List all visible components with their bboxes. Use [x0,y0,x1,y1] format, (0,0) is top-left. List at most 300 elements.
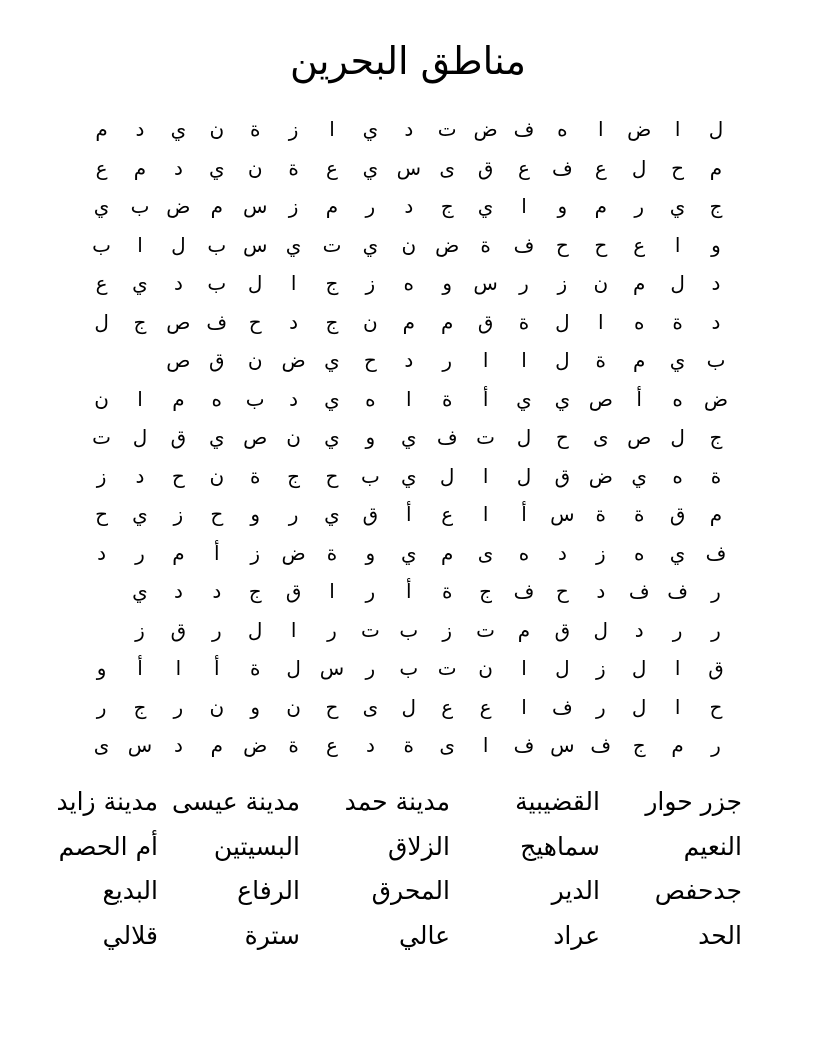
grid-letter: أ [214,656,220,680]
grid-letter: ا [521,348,527,372]
grid-letter: ق [477,155,494,180]
grid-letter: د [711,271,721,295]
grid-row [0,495,816,533]
grid-letter: ى [93,733,110,757]
grid-letter: ي [132,502,148,526]
grid-row [0,187,816,225]
grid-letter: ف [513,117,535,141]
grid-letter: و [711,232,721,257]
grid-letter: ة [633,502,645,526]
grid-letter: ض [243,733,268,757]
grid-letter: ع [326,155,338,180]
grid-letter: ي [362,117,379,141]
grid-letter: د [404,348,414,372]
grid-letter: ا [329,117,335,141]
grid-letter: ج [287,463,301,488]
grid-letter: ز [135,617,145,642]
grid-letter: ل [247,617,263,642]
grid-letter: ص [166,309,191,334]
grid-letter: د [711,309,721,334]
grid-letter: م [325,194,339,218]
grid-letter: ف [667,579,688,603]
grid-letter: ل [171,232,186,257]
grid-letter: ا [598,117,604,141]
grid-letter: م [671,733,684,757]
grid-letter: ز [288,117,299,141]
grid-letter: ن [401,232,417,257]
grid-letter: ه [672,463,683,488]
word-list-item: سماهيج [520,831,600,861]
grid-letter: ل [439,463,455,488]
grid-letter: ج [133,694,147,719]
grid-letter: ل [670,425,685,449]
grid-letter: ى [592,425,609,449]
grid-letter: ص [627,425,652,449]
grid-letter: د [173,579,183,603]
grid-letter: ب [207,271,227,295]
grid-letter: ف [436,425,458,449]
grid-letter: ف [513,579,535,603]
grid-letter: ق [285,579,302,603]
grid-letter: ر [711,617,721,642]
grid-row [0,264,816,302]
grid-letter: ص [166,348,191,372]
grid-row [0,341,816,379]
grid-letter: ل [593,617,609,642]
grid-letter: ص [243,425,268,449]
word-list-item: المحرق [371,876,450,905]
grid-letter: د [289,309,299,334]
grid-letter: ل [516,463,532,488]
grid-letter: ة [326,540,338,565]
grid-letter: ح [325,694,339,719]
grid-letter: ن [247,155,263,180]
grid-letter: د [557,540,567,565]
grid-letter: ز [595,540,606,565]
grid-letter: م [709,155,723,180]
grid-letter: ر [672,617,683,642]
grid-letter: ض [588,463,613,488]
grid-letter: م [632,271,646,295]
grid-letter: ي [400,463,417,488]
grid-letter: و [250,694,261,719]
grid-letter: ة [518,309,530,334]
grid-letter: ج [133,309,147,334]
grid-letter: ي [669,194,686,218]
grid-letter: ي [516,386,532,411]
grid-letter: ت [322,232,342,257]
grid-letter: ل [247,271,263,295]
grid-letter: ب [207,232,227,257]
grid-letter: ح [594,232,608,257]
grid-letter: ل [132,425,148,449]
grid-row [0,303,816,341]
grid-letter: ع [326,733,338,757]
grid-letter: ف [206,309,228,334]
grid-letter: س [242,232,268,257]
grid-row [0,726,816,764]
grid-letter: ق [170,617,187,642]
grid-letter: ق [554,617,571,642]
grid-letter: ع [441,694,454,719]
grid-letter: ض [166,194,191,218]
grid-letter: ه [672,386,683,411]
word-list-item: سترة [244,920,300,950]
grid-letter: ه [518,540,530,565]
grid-letter: ل [555,348,570,372]
grid-letter: د [173,271,183,295]
grid-letter: ا [406,386,412,411]
grid-letter: م [210,733,223,757]
grid-letter: ر [365,194,376,218]
grid-letter: ض [281,540,306,565]
grid-letter: ل [555,656,570,680]
grid-letter: ه [365,386,376,411]
grid-letter: ة [595,348,607,372]
word-list-item: جزر حوار [645,787,742,816]
word-list-item: مدينة حمد [344,787,450,816]
grid-letter: ق [477,309,494,334]
grid-letter: ن [593,271,609,295]
grid-letter: ر [96,694,107,719]
grid-letter: د [596,579,606,603]
grid-letter: ن [286,694,301,719]
grid-letter: ق [170,425,187,449]
word-list-item: البسيتين [213,831,300,861]
grid-letter: ز [288,194,299,218]
grid-letter: س [242,194,268,218]
grid-letter: ا [674,656,681,680]
grid-letter: ج [325,271,339,295]
grid-row [0,380,816,418]
grid-letter: ا [137,386,143,411]
grid-letter: ف [552,155,573,180]
grid-letter: ف [513,733,535,757]
grid-letter: م [210,194,223,218]
grid-letter: م [402,309,415,334]
grid-letter: ت [476,617,495,642]
grid-letter: د [289,386,299,411]
grid-letter: و [442,271,453,295]
grid-letter: ه [557,117,568,141]
grid-letter: ة [710,463,722,488]
grid-letter: ز [96,463,107,488]
grid-letter: ي [477,194,494,218]
grid-letter: د [365,733,375,757]
grid-letter: ي [132,579,148,603]
grid-letter: ض [627,117,652,141]
grid-letter: ي [324,348,340,372]
grid-letter: ع [95,155,108,180]
grid-letter: و [96,656,107,680]
grid-letter: س [319,656,345,680]
grid-letter: ا [290,617,297,642]
grid-letter: ز [250,540,261,565]
grid-letter: ي [285,232,302,257]
grid-letter: ر [288,502,299,526]
grid-letter: ر [595,694,606,719]
grid-letter: أ [406,579,412,603]
grid-letter: ة [403,733,415,757]
word-list-item: الدير [551,876,600,905]
grid-row [0,534,816,572]
word-list-item: عالي [399,920,450,950]
grid-letter: م [517,617,531,642]
grid-letter: و [365,425,376,449]
grid-letter: ه [633,309,645,334]
grid-letter: ة [249,117,261,141]
grid-letter: ب [399,617,419,642]
grid-letter: م [709,502,723,526]
grid-letter: ن [209,117,225,141]
grid-letter: ف [628,579,650,603]
grid-letter: ي [324,425,340,449]
grid-row [0,110,816,148]
grid-letter: ح [555,232,569,257]
grid-letter: ن [247,348,263,372]
grid-letter: ا [329,579,335,603]
grid-letter: ح [210,502,224,526]
grid-letter: ن [363,309,378,334]
grid-letter: م [440,309,454,334]
grid-letter: ا [482,348,489,372]
word-list-item: عراد [553,920,600,950]
grid-letter: ا [175,656,182,680]
grid-letter: ق [209,348,225,372]
grid-letter: ى [439,155,456,180]
grid-letter: أ [137,656,143,680]
grid-letter: و [557,194,568,218]
grid-letter: ت [360,617,380,642]
grid-letter: ل [94,309,109,334]
grid-letter: و [250,502,261,526]
grid-row [0,418,816,456]
grid-letter: ص [588,386,613,411]
grid-letter: ي [324,502,340,526]
grid-letter: ح [709,694,723,719]
grid-letter: ف [552,694,573,719]
grid-letter: ي [362,155,379,180]
grid-row [0,572,816,610]
grid-letter: ق [708,656,724,680]
grid-letter: ج [248,579,262,603]
grid-letter: ن [209,463,225,488]
grid-letter: ج [709,194,723,218]
grid-letter: د [173,733,183,757]
word-list-item: الرفاع [237,876,300,905]
grid-letter: ل [286,656,301,680]
grid-letter: م [172,540,185,565]
grid-letter: ح [95,502,109,526]
grid-letter: ن [209,694,225,719]
grid-letter: ر [711,733,721,757]
grid-letter: ض [435,232,460,257]
grid-letter: أ [482,386,489,411]
grid-letter: ز [365,271,376,295]
grid-letter: ر [327,617,337,642]
grid-letter: ي [132,271,148,295]
grid-letter: م [95,117,108,141]
grid-letter: ر [365,579,376,603]
grid-letter: ر [519,271,529,295]
grid-letter: م [440,540,454,565]
grid-letter: ا [598,309,604,334]
grid-letter: ق [554,463,571,488]
grid-letter: ا [137,232,143,257]
grid-letter: ر [634,194,645,218]
grid-letter: ج [479,579,493,603]
word-list-item: البديع [102,876,158,905]
grid-letter: ل [401,694,417,719]
grid-letter: ف [513,232,535,257]
grid-letter: أ [406,502,412,526]
grid-letter: ي [208,425,225,449]
grid-letter: ت [437,117,457,141]
grid-letter: ن [478,656,493,680]
word-list-item: أم الحصم [58,831,158,861]
grid-letter: ه [211,386,223,411]
grid-letter: س [127,733,153,757]
word-list-item: القضيبية [515,787,600,816]
grid-letter: ي [669,348,686,372]
grid-letter: د [97,540,107,565]
grid-letter: ة [441,386,453,411]
grid-letter: ق [362,502,379,526]
grid-row [0,688,816,726]
grid-letter: ج [325,309,339,334]
grid-letter: ض [281,348,306,372]
grid-letter: ا [521,656,527,680]
grid-letter: ع [518,155,530,180]
grid-letter: س [473,271,498,295]
grid-letter: ج [709,425,723,449]
grid-letter: ا [521,694,527,719]
grid-letter: ا [521,194,527,218]
grid-letter: ة [249,656,261,680]
grid-letter: ا [674,694,681,719]
grid-letter: ع [479,694,492,719]
grid-letter: ر [365,656,376,680]
grid-letter: ي [170,117,187,141]
grid-row [0,649,816,687]
grid-letter: ي [324,386,340,411]
word-list-item: مدينة عيسى [172,787,300,816]
grid-letter: ر [173,694,184,719]
grid-letter: ة [672,309,683,334]
grid-letter: د [634,617,644,642]
grid-letter: م [172,386,185,411]
grid-letter: ب [130,194,150,218]
grid-row [0,149,816,187]
grid-letter: ي [631,463,648,488]
grid-letter: ق [669,502,686,526]
grid-letter: ل [631,656,647,680]
grid-letter: ح [555,425,569,449]
grid-letter: ة [288,733,299,757]
word-list-item: قلالي [102,920,158,950]
grid-letter: ز [557,271,568,295]
grid-letter: ت [476,425,495,449]
grid-letter: ل [631,694,647,719]
grid-letter: ر [711,579,721,603]
grid-letter: م [632,348,646,372]
grid-letter: ي [400,540,417,565]
grid-letter: م [594,194,607,218]
grid-letter: ى [439,733,456,757]
grid-letter: ز [595,656,606,680]
grid-row [0,611,816,649]
grid-letter: س [396,155,421,180]
grid-letter: ا [482,733,489,757]
grid-letter: و [365,540,376,565]
grid-letter: ن [286,425,301,449]
grid-letter: ب [92,232,111,257]
grid-letter: ة [249,463,261,488]
page-title: مناطق البحرين [289,39,526,83]
grid-letter: ا [482,502,489,526]
grid-letter: ي [669,540,686,565]
grid-letter: ح [248,309,262,334]
grid-letter: ي [93,194,110,218]
grid-letter: ل [516,425,532,449]
grid-letter: ل [631,155,647,180]
grid-letter: ي [362,232,379,257]
grid-letter: س [550,733,575,757]
grid-letter: ة [595,502,607,526]
grid-letter: ج [632,733,646,757]
grid-letter: أ [636,386,642,411]
grid-letter: ز [173,502,184,526]
grid-row [0,226,816,264]
grid-letter: د [135,463,145,488]
grid-letter: ى [362,694,379,719]
grid-letter: ع [594,155,607,180]
grid-letter: ل [670,271,685,295]
grid-letter: م [133,155,147,180]
grid-letter: ض [473,117,498,141]
grid-letter: أ [214,540,220,565]
grid-letter: ر [135,540,145,565]
grid-letter: د [135,117,145,141]
grid-letter: ا [482,463,489,488]
grid-letter: ل [555,309,570,334]
grid-letter: ت [437,656,457,680]
word-list-item: مدينة زايد [56,787,158,816]
grid-letter: ل [708,117,724,141]
grid-letter: ر [442,348,453,372]
grid-letter: ي [400,425,417,449]
grid-row [0,457,816,495]
grid-letter: ز [442,617,453,642]
grid-letter: ع [633,232,646,257]
grid-letter: ة [441,579,453,603]
grid-letter: ج [440,194,454,218]
grid-letter: د [173,155,183,180]
grid-letter: ى [477,540,494,565]
word-list-item: الحد [698,920,742,950]
grid-letter: ع [95,271,108,295]
grid-letter: ح [671,155,685,180]
grid-letter: ح [325,463,339,488]
grid-letter: ه [403,271,415,295]
grid-letter: ي [208,155,225,180]
grid-letter: ب [245,386,265,411]
word-list-item: جدحفص [654,876,742,905]
grid-letter: ب [399,656,419,680]
grid-letter: ب [706,348,726,372]
grid-letter: د [404,194,414,218]
grid-letter: ح [555,579,569,603]
